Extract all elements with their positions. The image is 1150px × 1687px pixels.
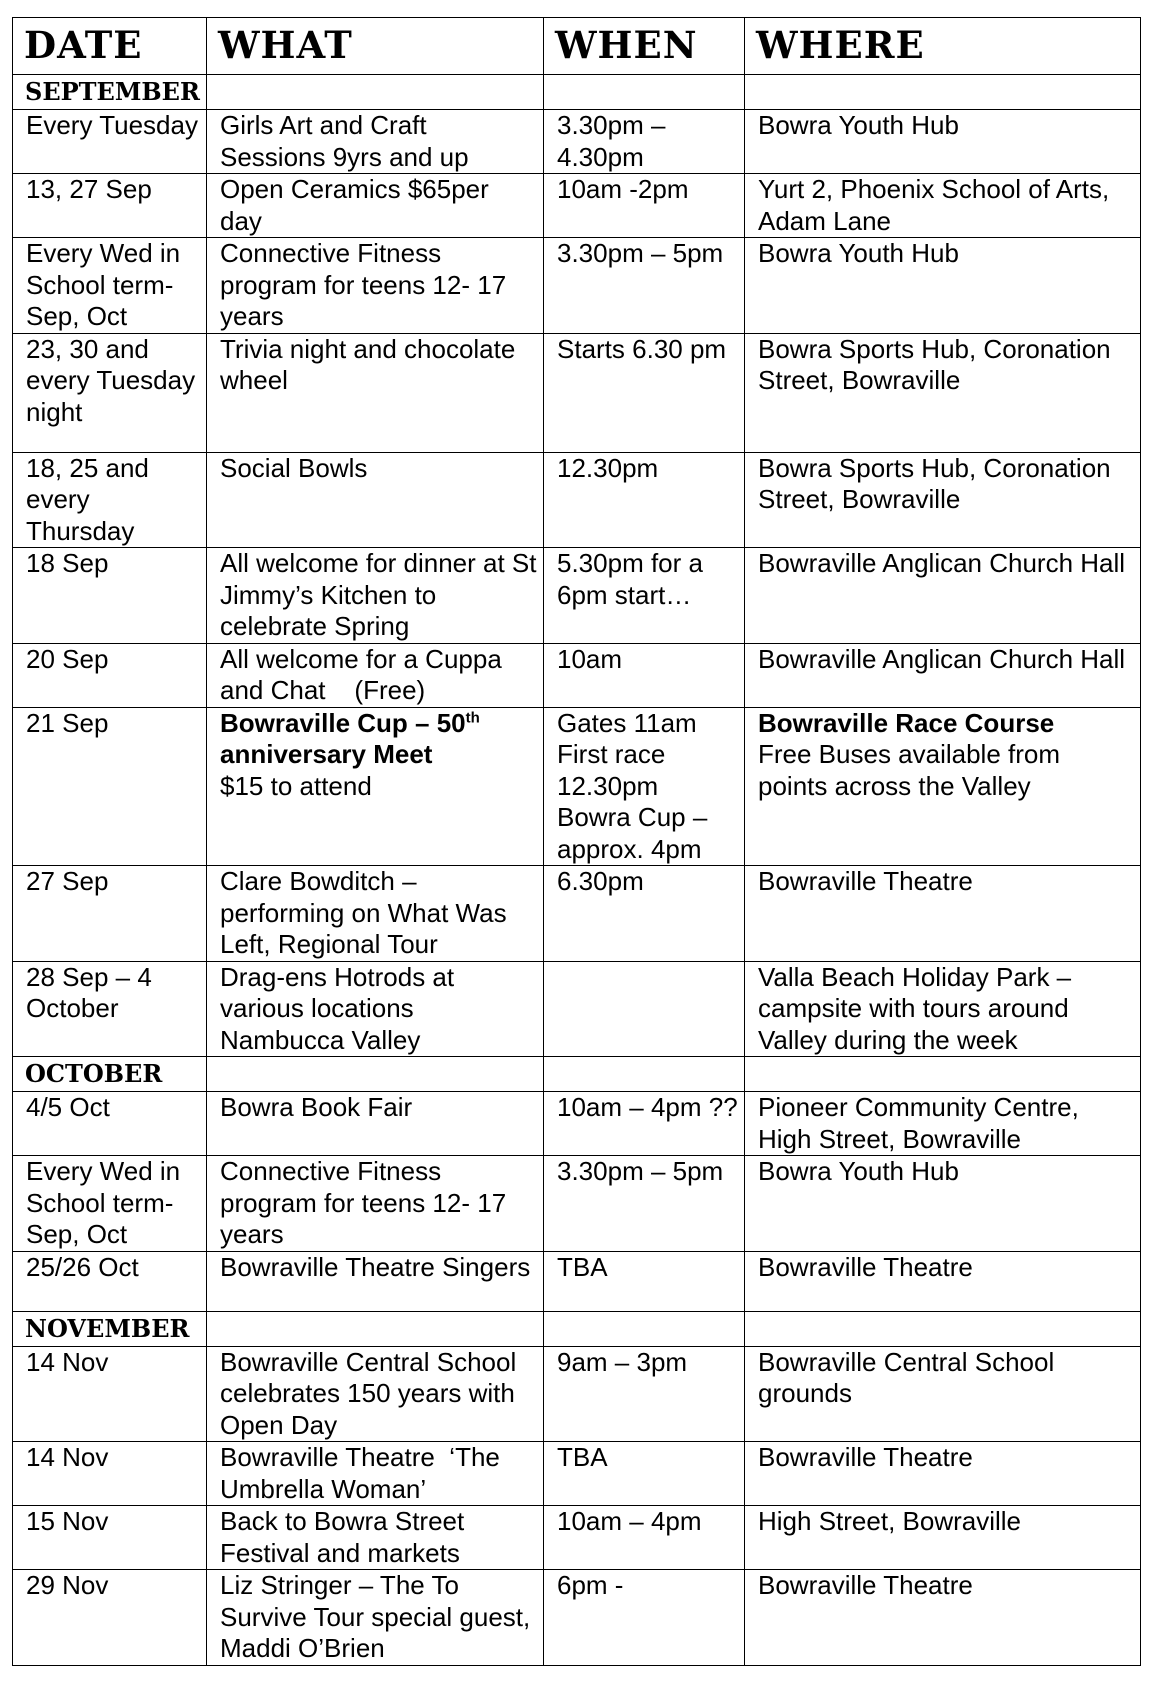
event-what: Drag-ens Hotrods at various locations Nambucca Valley (207, 961, 544, 1057)
when-line: Gates 11am (557, 707, 697, 738)
header-what: WHAT (207, 18, 544, 75)
event-date: 20 Sep (13, 643, 207, 707)
event-when: 12.30pm (544, 452, 745, 548)
event-date: 29 Nov (13, 1570, 207, 1666)
month-label: OCTOBER (13, 1057, 207, 1092)
event-where: Bowraville Anglican Church Hall (745, 548, 1141, 644)
event-where: Bowraville Anglican Church Hall (745, 643, 1141, 707)
event-title-cont: anniversary Meet (220, 739, 433, 769)
event-where: Yurt 2, Phoenix School of Arts, Adam Lane (745, 174, 1141, 238)
table-row (13, 1506, 1141, 1570)
month-label: SEPTEMBER (13, 75, 207, 110)
month-row-september (13, 75, 1141, 110)
event-when: TBA (544, 1251, 745, 1311)
event-where: Bowra Youth Hub (745, 110, 1141, 174)
event-date: 4/5 Oct (13, 1092, 207, 1156)
table-row (13, 643, 1141, 707)
table-row (13, 866, 1141, 962)
event-date: 18, 25 and every Thursday (13, 452, 207, 548)
event-what: Bowraville Central School celebrates 150 years with Open Day (207, 1346, 544, 1442)
event-when: 10am – 4pm ?? (544, 1092, 745, 1156)
event-when: Starts 6.30 pm (544, 333, 745, 452)
event-when: 6pm - (544, 1570, 745, 1666)
event-where: Bowraville Central School grounds (745, 1346, 1141, 1442)
event-when: 5.30pm for a 6pm start… (544, 548, 745, 644)
event-what: Clare Bowditch – performing on What Was Left, Regional Tour (207, 866, 544, 962)
event-what: Open Ceramics $65per day (207, 174, 544, 238)
event-date: 14 Nov (13, 1442, 207, 1506)
table-row (13, 961, 1141, 1057)
event-what: Bowraville Theatre Singers (207, 1251, 544, 1311)
event-date: 15 Nov (13, 1506, 207, 1570)
when-line: 12.30pm (557, 770, 659, 801)
event-date: 28 Sep – 4 October (13, 961, 207, 1057)
event-where (745, 707, 1141, 866)
table-header-row (13, 18, 1141, 75)
table-row (13, 110, 1141, 174)
event-date: 25/26 Oct (13, 1251, 207, 1311)
event-price: $15 to attend (220, 770, 372, 801)
event-when: 3.30pm – 5pm (544, 238, 745, 334)
event-what (207, 707, 544, 866)
event-what: Trivia night and chocolate wheel (207, 333, 544, 452)
event-when (544, 707, 745, 866)
event-date: 27 Sep (13, 866, 207, 962)
event-where: Bowraville Theatre (745, 866, 1141, 962)
event-when: TBA (544, 1442, 745, 1506)
header-when: WHEN (544, 18, 745, 75)
venue-note: Free Buses available from points across the Valley (758, 739, 1061, 801)
table-row (13, 1570, 1141, 1666)
event-when: 3.30pm – 5pm (544, 1156, 745, 1252)
event-date: Every Wed in School term- Sep, Oct (13, 1156, 207, 1252)
header-date: DATE (13, 18, 207, 75)
table-row (13, 333, 1141, 452)
table-row (13, 1442, 1141, 1506)
month-row-november (13, 1311, 1141, 1346)
when-line: Bowra Cup – (557, 802, 708, 832)
event-where: Valla Beach Holiday Park – campsite with tours around Valley during the week (745, 961, 1141, 1057)
event-date: 23, 30 and every Tuesday night (13, 333, 207, 452)
events-table (12, 17, 1141, 1666)
when-line: approx. 4pm (557, 833, 702, 864)
event-where: Bowraville Theatre (745, 1570, 1141, 1666)
event-what: Girls Art and Craft Sessions 9yrs and up (207, 110, 544, 174)
event-date: Every Wed in School term- Sep, Oct (13, 238, 207, 334)
event-where: High Street, Bowraville (745, 1506, 1141, 1570)
table-row (13, 1251, 1141, 1311)
event-what: Liz Stringer – The To Survive Tour special guest, Maddi O’Brien (207, 1570, 544, 1666)
month-label: NOVEMBER (13, 1311, 207, 1346)
event-what: Social Bowls (207, 452, 544, 548)
header-where: WHERE (745, 18, 1141, 75)
table-row (13, 1092, 1141, 1156)
table-row (13, 174, 1141, 238)
event-when: 9am – 3pm (544, 1346, 745, 1442)
event-when: 10am -2pm (544, 174, 745, 238)
event-what: All welcome for a Cuppa and Chat (Free) (207, 643, 544, 707)
table-row (13, 452, 1141, 548)
event-where: Bowra Sports Hub, Coronation Street, Bowraville (745, 333, 1141, 452)
event-what: Connective Fitness program for teens 12- 17 years (207, 238, 544, 334)
table-row (13, 548, 1141, 644)
event-what: Bowraville Theatre ‘The Umbrella Woman’ (207, 1442, 544, 1506)
event-when: 10am (544, 643, 745, 707)
event-when (544, 961, 745, 1057)
table-row (13, 238, 1141, 334)
event-date: 21 Sep (13, 707, 207, 866)
when-line: First race (557, 739, 666, 769)
venue-name: Bowraville Race Course (758, 707, 1055, 738)
event-what: Connective Fitness program for teens 12- 17 years (207, 1156, 544, 1252)
table-row (13, 1346, 1141, 1442)
event-what: All welcome for dinner at St Jimmy’s Kitchen to celebrate Spring (207, 548, 544, 644)
month-row-october (13, 1057, 1141, 1092)
event-date: Every Tuesday (13, 110, 207, 174)
event-when: 3.30pm – 4.30pm (544, 110, 745, 174)
event-title: Bowraville Cup – 50 (220, 707, 466, 738)
event-where: Pioneer Community Centre, High Street, Bowraville (745, 1092, 1141, 1156)
event-where: Bowra Youth Hub (745, 1156, 1141, 1252)
event-where: Bowra Youth Hub (745, 238, 1141, 334)
event-date: 13, 27 Sep (13, 174, 207, 238)
event-where: Bowraville Theatre (745, 1442, 1141, 1506)
event-where: Bowra Sports Hub, Coronation Street, Bowraville (745, 452, 1141, 548)
event-what: Back to Bowra Street Festival and markets (207, 1506, 544, 1570)
event-date: 14 Nov (13, 1346, 207, 1442)
table-row (13, 707, 1141, 866)
event-what: Bowra Book Fair (207, 1092, 544, 1156)
event-date: 18 Sep (13, 548, 207, 644)
table-row (13, 1156, 1141, 1252)
event-when: 6.30pm (544, 866, 745, 962)
ordinal-suffix: th (465, 708, 480, 726)
event-where: Bowraville Theatre (745, 1251, 1141, 1311)
event-when: 10am – 4pm (544, 1506, 745, 1570)
